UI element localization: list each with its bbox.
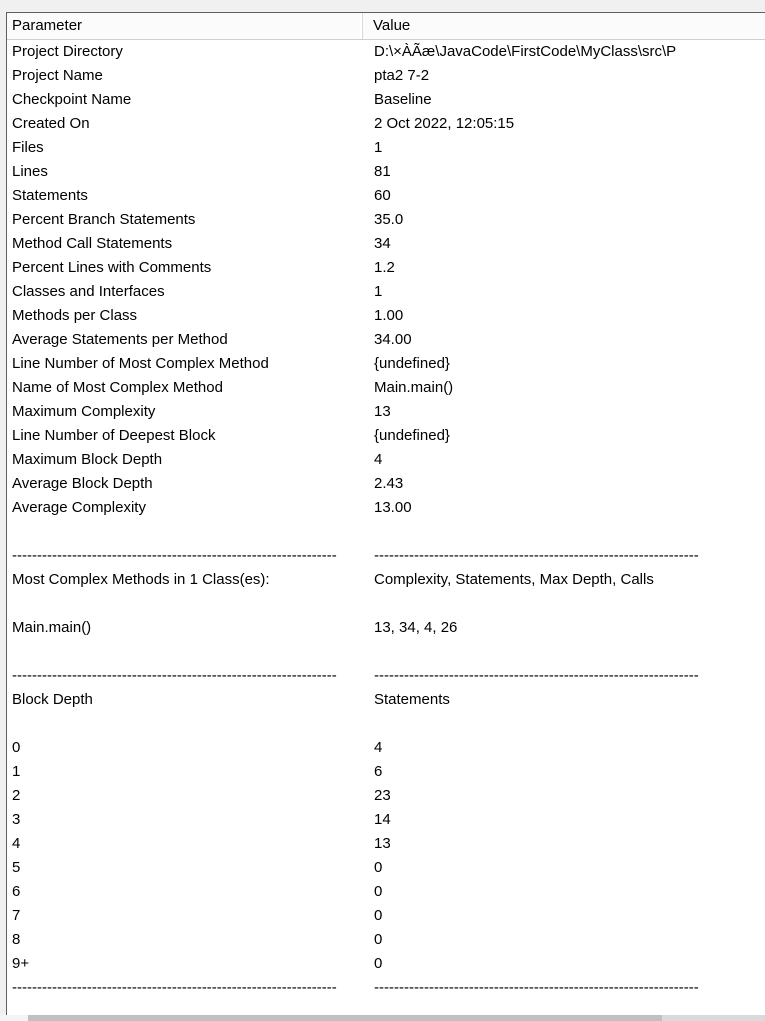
table-row[interactable]: [7, 424, 765, 448]
table-row[interactable]: [7, 136, 765, 160]
table-row[interactable]: [7, 784, 765, 808]
table-row[interactable]: [7, 280, 765, 304]
table-row[interactable]: [7, 160, 765, 184]
blank-row[interactable]: [7, 712, 765, 736]
blank-row[interactable]: [7, 520, 765, 544]
parameter-cell: 1: [12, 763, 21, 780]
parameter-cell: Project Directory: [12, 43, 123, 60]
parameter-cell: -----------------------------------------------------------------: [12, 547, 337, 564]
table-row[interactable]: [7, 832, 765, 856]
table-row[interactable]: [7, 40, 765, 64]
blank-row[interactable]: [7, 640, 765, 664]
horizontal-scrollbar-thumb[interactable]: [28, 1015, 662, 1021]
value-cell: 13: [374, 835, 391, 852]
value-cell: 60: [374, 187, 391, 204]
table-row[interactable]: [7, 448, 765, 472]
parameter-cell: Most Complex Methods in 1 Class(es):: [12, 571, 270, 588]
value-cell: 14: [374, 811, 391, 828]
value-cell: [363, 592, 765, 616]
parameter-cell: Percent Lines with Comments: [12, 259, 212, 276]
value-cell: 1.2: [374, 259, 395, 276]
value-cell: 0: [374, 931, 383, 948]
parameter-cell: 2: [12, 787, 21, 804]
table-row[interactable]: [7, 184, 765, 208]
table-row[interactable]: [7, 856, 765, 880]
parameter-cell: Maximum Complexity: [12, 403, 156, 420]
value-cell: 34: [374, 235, 391, 252]
value-cell: 34.00: [374, 331, 412, 348]
value-cell: Main.main(): [374, 379, 454, 396]
value-cell: 23: [374, 787, 391, 804]
parameter-cell: 5: [12, 859, 21, 876]
parameter-cell: Project Name: [12, 67, 103, 84]
table-row[interactable]: [7, 616, 765, 640]
parameter-cell: 3: [12, 811, 21, 828]
parameter-cell: Methods per Class: [12, 307, 138, 324]
parameter-cell: Method Call Statements: [12, 235, 173, 252]
table-row[interactable]: [7, 88, 765, 112]
value-cell: [363, 520, 765, 544]
table-row[interactable]: [7, 400, 765, 424]
column-header-row: [7, 13, 765, 40]
value-cell: 6: [374, 763, 383, 780]
value-cell: D:\×ÀÃæ\JavaCode\FirstCode\MyClass\src\P: [374, 43, 677, 60]
parameter-cell: [7, 640, 363, 664]
column-header-value[interactable]: Value: [373, 17, 411, 34]
table-row[interactable]: [7, 112, 765, 136]
value-cell: 1: [374, 139, 383, 156]
parameter-cell: Name of Most Complex Method: [12, 379, 223, 396]
value-cell: 2.43: [374, 475, 404, 492]
parameter-cell: Average Statements per Method: [12, 331, 228, 348]
value-cell: 1.00: [374, 307, 404, 324]
value-cell: 0: [374, 859, 383, 876]
horizontal-scrollbar-track[interactable]: [662, 1015, 765, 1021]
value-cell: 13.00: [374, 499, 412, 516]
parameter-cell: 8: [12, 931, 21, 948]
table-rows: [7, 40, 765, 1000]
separator-row[interactable]: [7, 664, 765, 688]
value-cell: 81: [374, 163, 391, 180]
value-cell: 0: [374, 907, 383, 924]
table-row[interactable]: [7, 208, 765, 232]
table-row[interactable]: [7, 328, 765, 352]
parameter-cell: Classes and Interfaces: [12, 283, 165, 300]
table-row[interactable]: [7, 304, 765, 328]
value-cell: 4: [374, 451, 383, 468]
table-row[interactable]: [7, 376, 765, 400]
value-cell: 1: [374, 283, 383, 300]
value-cell: Complexity, Statements, Max Depth, Calls: [374, 571, 654, 588]
table-row[interactable]: [7, 760, 765, 784]
value-cell: 0: [374, 955, 383, 972]
parameter-cell: Average Block Depth: [12, 475, 153, 492]
table-row[interactable]: [7, 952, 765, 976]
value-cell: Baseline: [374, 91, 432, 108]
parameter-cell: -----------------------------------------------------------------: [12, 979, 337, 996]
value-cell: -----------------------------------------------------------------: [374, 979, 699, 996]
value-cell: [363, 640, 765, 664]
value-cell: -----------------------------------------------------------------: [374, 547, 699, 564]
parameter-cell: -----------------------------------------------------------------: [12, 667, 337, 684]
value-cell: 13: [374, 403, 391, 420]
table-row[interactable]: [7, 904, 765, 928]
parameter-cell: 0: [12, 739, 21, 756]
table-row[interactable]: [7, 496, 765, 520]
parameter-cell: Block Depth: [12, 691, 93, 708]
table-row[interactable]: [7, 928, 765, 952]
value-cell: {undefined}: [374, 427, 450, 444]
value-cell: [363, 712, 765, 736]
table-row[interactable]: [7, 256, 765, 280]
separator-row[interactable]: [7, 976, 765, 1000]
table-row[interactable]: [7, 880, 765, 904]
blank-row[interactable]: [7, 592, 765, 616]
parameter-cell: Created On: [12, 115, 90, 132]
metrics-panel: [6, 12, 765, 1016]
value-cell: 4: [374, 739, 383, 756]
value-cell: 35.0: [374, 211, 404, 228]
parameter-cell: [7, 712, 363, 736]
table-row[interactable]: [7, 568, 765, 592]
parameter-cell: Line Number of Deepest Block: [12, 427, 216, 444]
parameter-cell: Line Number of Most Complex Method: [12, 355, 269, 372]
parameter-cell: Statements: [12, 187, 88, 204]
parameter-cell: Files: [12, 139, 44, 156]
value-cell: 13, 34, 4, 26: [374, 619, 458, 636]
parameter-cell: Maximum Block Depth: [12, 451, 163, 468]
parameter-cell: 9+: [12, 955, 30, 972]
parameter-cell: Percent Branch Statements: [12, 211, 196, 228]
parameter-cell: [7, 592, 363, 616]
separator-row[interactable]: [7, 544, 765, 568]
parameter-cell: 7: [12, 907, 21, 924]
horizontal-scrollbar[interactable]: [0, 1015, 765, 1021]
parameter-cell: Checkpoint Name: [12, 91, 132, 108]
value-cell: pta2 7-2: [374, 67, 430, 84]
column-header-parameter[interactable]: Parameter: [7, 13, 363, 39]
parameter-cell: 6: [12, 883, 21, 900]
parameter-cell: [7, 520, 363, 544]
value-cell: {undefined}: [374, 355, 450, 372]
parameter-cell: 4: [12, 835, 21, 852]
value-cell: 0: [374, 883, 383, 900]
table-row[interactable]: [7, 808, 765, 832]
value-cell: 2 Oct 2022, 12:05:15: [374, 115, 515, 132]
value-cell: Statements: [374, 691, 450, 708]
table-row[interactable]: [7, 688, 765, 712]
parameter-cell: Average Complexity: [12, 499, 146, 516]
table-row[interactable]: [7, 352, 765, 376]
parameter-cell: Main.main(): [12, 619, 92, 636]
table-row[interactable]: [7, 64, 765, 88]
table-row[interactable]: [7, 736, 765, 760]
table-row[interactable]: [7, 232, 765, 256]
value-cell: -----------------------------------------------------------------: [374, 667, 699, 684]
parameter-cell: Lines: [12, 163, 48, 180]
table-row[interactable]: [7, 472, 765, 496]
